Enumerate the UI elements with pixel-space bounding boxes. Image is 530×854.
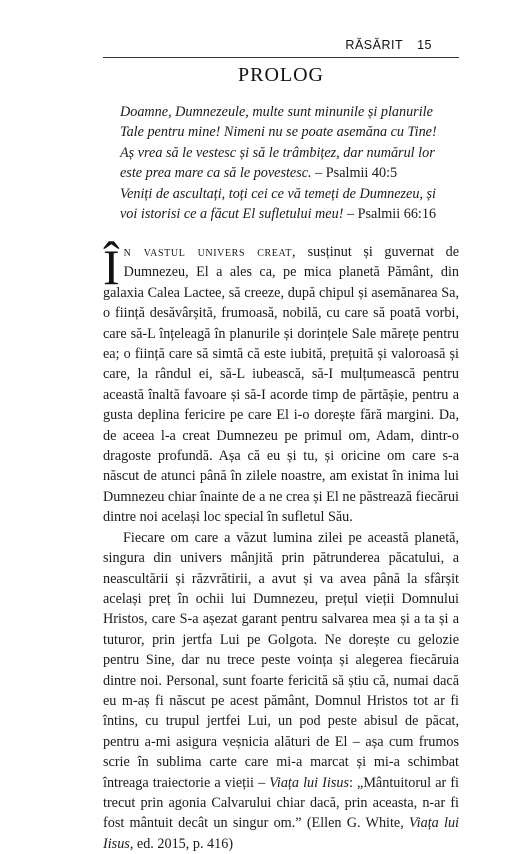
epigraph-2-reference: – Psalmii 66:16 [343, 206, 437, 223]
citation-title: Viața lui Iisus [103, 815, 459, 852]
running-head [345, 38, 432, 52]
paragraph-2-quote: : „Mântuitorul ar fi trecut prin agonia Calvarului chiar dacă, prin aceasta, n-ar fi fost mântuit decât un singur om.” (Ellen G. White, [103, 774, 459, 832]
paragraph-1-text: susținut și guvernat de Dumnezeu, El a ales ca, pe mica planetă Pământ, din galaxia Calea Lactee, să creeze, după chipul și asemănarea Sa, o ființă desăvârșită, frumoasă, nobilă, cu care să poată vorbi, care să-L înțeleagă în planurile și dorințele Sale mărețe pentru ea; o ființă care să simtă că este iubită, prețuită și valoroasă și care, la rândul ei, să-L iubească, să-I mulțumească pentru această înaltă favoare și să-I acorde timp de părtășie, pentru a gusta deplina fericire pe care El i-o dorește fără margini. Da, de aceea l-a creat Dumnezeu pe primul om, Adam, dintr-o dragoste profundă. Așa că eu și tu, și oricine om care s-a născut de atunci până în zilele noastre, am existat în inima lui Dumnezeu chiar înainte de a ne crea și El ne păstrează fiecărui dintre noi același loc special în sufletul Său. [103, 244, 459, 526]
opening-small-caps: n vastul univers creat, [123, 244, 297, 260]
paragraph-1 [103, 239, 459, 528]
chapter-title: PROLOG [237, 64, 324, 86]
epigraph-1 [120, 102, 450, 184]
epigraph-1-reference: – Psalmii 40:5 [311, 165, 398, 182]
epigraph-2 [120, 184, 450, 225]
header-rule [103, 57, 459, 58]
paragraph-2-text: Fiecare om care a văzut lumina zilei pe această planetă, singura din univers mânjită prin pătrunderea păcatului, a neascultării și răzvrătirii, a avut și va avea până la sfârșit același preț în ochii lui Dumnezeu, prețul vieții Domnului Hristos, care S-a așezat garant pentru salvarea mea și a ta și a tuturor, prin jertfa Lui pe Golgota. Ne dorește cu gelozie pentru Sine, dar nu trece peste voința și alegerea fiecăruia dintre noi. Personal, sunt foarte fericită să știu că, numai dacă eu m-aș fi născut pe acest pământ, Domnul Hristos tot ar fi întins, cu trupul jertfei Lui, un pod peste abisul de păcat, pentru a-mi asigura veșnicia alături de El – așa cum frumos scrie în sublima carte care mi-a marcat și mi-a schimbat întreaga traiectorie a vieții – [103, 529, 459, 791]
paragraph-2 [103, 528, 459, 854]
epigraph-1-text: Doamne, Dumnezeule, multe sunt minunile și planurile Tale pentru mine! Nimeni nu se poate asemăna cu Tine! Aș vrea să le vestesc și să le trâmbițez, dar numărul lor este prea mare ca să le povestesc. [120, 104, 437, 182]
header-separator [408, 38, 412, 52]
citation-rest: , ed. 2015, p. 416) [129, 835, 234, 852]
book-title: RĂSĂRIT [345, 38, 404, 52]
book-title-inline: Viața lui Iisus [269, 774, 349, 791]
epigraph-2-text: Veniți de ascultați, toți cei ce vă temeți de Dumnezeu, și voi istorisi ce a făcut El sufletului meu! [120, 186, 436, 223]
body-text [103, 239, 459, 854]
drop-cap: Î [103, 239, 120, 295]
page-number: 15 [417, 38, 432, 52]
